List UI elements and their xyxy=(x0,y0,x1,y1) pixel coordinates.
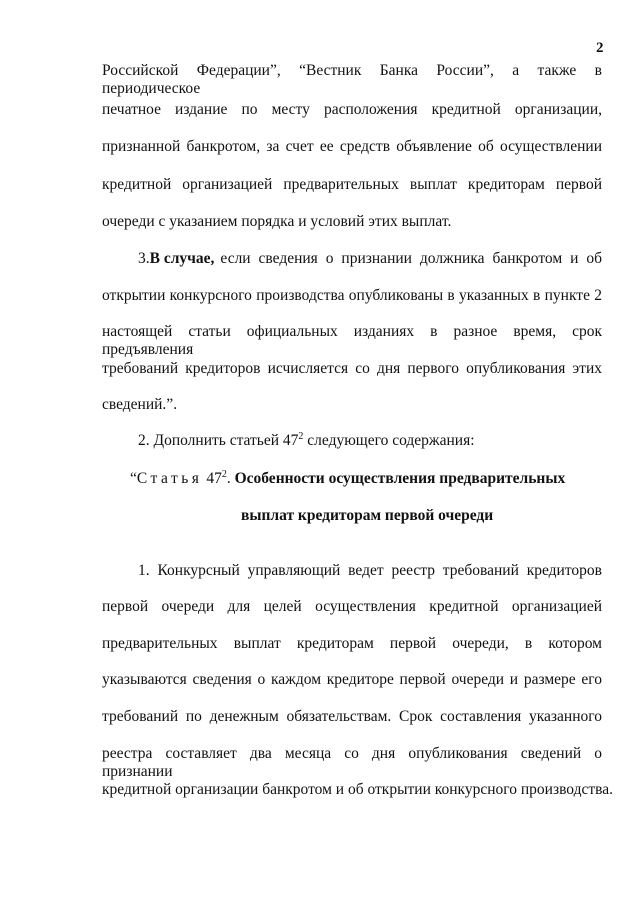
article-word: Статья xyxy=(136,470,203,487)
text-span: следующего содержания: xyxy=(303,432,475,449)
article-heading-line-1 xyxy=(130,470,565,488)
article-heading-line-2: выплат кредиторам первой очереди xyxy=(241,507,494,524)
text-line: требований по денежным обязательствам. Срок составления указанного xyxy=(102,708,602,725)
page-number: 2 xyxy=(596,40,604,56)
open-quote: “ xyxy=(130,470,137,487)
text-line xyxy=(138,250,602,268)
text-line: предварительных выплат кредиторам первой очереди, в котором xyxy=(102,635,602,652)
text-line: кредитной организации банкротом и об открытии конкурсного производства. xyxy=(102,781,614,798)
text-line: кредитной организацией предварительных выплат кредиторам первой xyxy=(102,176,602,193)
superscript: 2 xyxy=(221,469,227,480)
item-number: 3. xyxy=(138,250,150,267)
text-line: очереди с указанием порядка и условий этих выплат. xyxy=(102,213,452,230)
text-line: реестра составляет два месяца со дня опубликования сведений о признании xyxy=(102,745,602,780)
text-line: печатное издание по месту расположения кредитной организации, xyxy=(102,101,602,118)
superscript: 2 xyxy=(298,431,304,442)
text-line: Российской Федерации”, “Вестник Банка России”, а также в периодическое xyxy=(102,62,602,97)
text-line: требований кредиторов исчисляется со дня первого опубликования этих xyxy=(102,360,602,377)
text-span: если сведения о признании должника банкротом и об xyxy=(220,250,602,267)
article-title: Особенности осуществления предварительных xyxy=(234,470,566,487)
emphasis-text: В случае, xyxy=(149,250,215,267)
period: . xyxy=(226,470,231,487)
text-line: настоящей статьи официальных изданиях в разное время, срок предъявления xyxy=(102,323,602,358)
text-line: первой очереди для целей осуществления кредитной организацией xyxy=(102,598,602,615)
text-line: указываются сведения о каждом кредиторе первой очереди и размере его xyxy=(102,671,602,688)
text-line: 1. Конкурсный управляющий ведет реестр требований кредиторов xyxy=(138,562,602,579)
article-number: 47 xyxy=(206,470,222,487)
text-span: 2. Дополнить статьей 47 xyxy=(138,432,299,449)
text-line: признанной банкротом, за счет ее средств объявление об осуществлении xyxy=(102,138,602,155)
text-line: сведений.”. xyxy=(102,396,178,413)
paragraph-3 xyxy=(138,432,475,450)
text-line: открытии конкурсного производства опубликованы в указанных в пункте 2 xyxy=(102,287,602,304)
